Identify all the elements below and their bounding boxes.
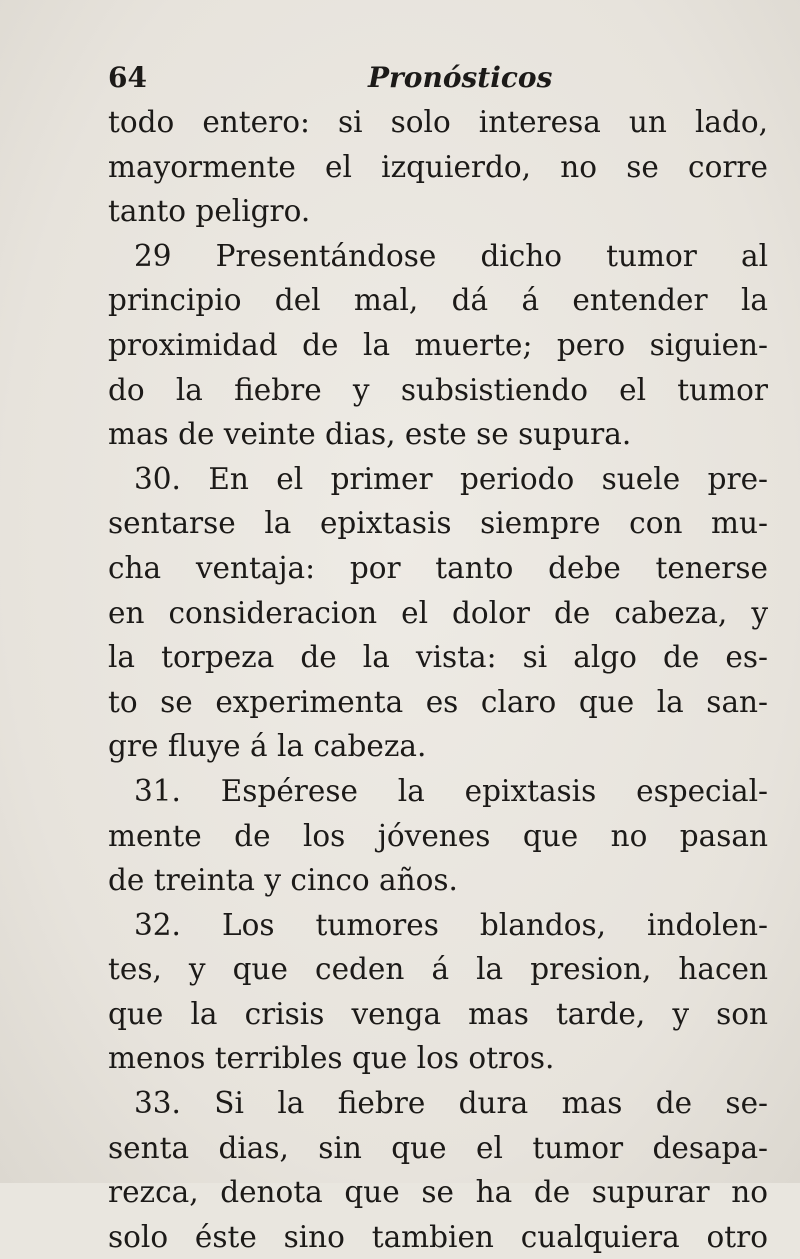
text-line: rezca, denota que se ha de supurar no xyxy=(108,1175,768,1210)
text-line: 32. Los tumores blandos, indolen- xyxy=(134,907,768,942)
text-line: 30. En el primer periodo suele pre- xyxy=(134,461,768,496)
text-line: todo entero: si solo interesa un lado, xyxy=(108,105,768,139)
body-text xyxy=(108,100,768,1259)
text-line: principio del mal, dá á entender la xyxy=(108,283,768,318)
text-line: senta dias, sin que el tumor desapa- xyxy=(108,1130,768,1165)
page-number: 64 xyxy=(108,61,147,94)
page-header xyxy=(108,58,668,98)
text-line: mayormente el izquierdo, no se corre xyxy=(108,149,768,184)
text-line: gre fluye á la cabeza. xyxy=(108,729,427,764)
text-line: que la crisis venga mas tarde, y son xyxy=(108,996,768,1031)
text-line: do la fiebre y subsistiendo el tumor xyxy=(108,372,768,407)
text-line: solo éste sino tambien cualquiera otro xyxy=(108,1219,768,1254)
text-line: menos terribles que los otros. xyxy=(108,1041,555,1076)
text-line: 33. Si la fiebre dura mas de se- xyxy=(134,1086,768,1121)
text-line: 31. Espérese la epixtasis especial- xyxy=(134,773,768,808)
running-title: Pronósticos xyxy=(368,61,553,94)
text-line: 29 Presentándose dicho tumor al xyxy=(134,238,768,273)
text-line: tanto peligro. xyxy=(108,194,311,229)
text-line: de treinta y cinco años. xyxy=(108,863,458,898)
text-line: proximidad de la muerte; pero siguien- xyxy=(108,327,768,362)
text-line: mente de los jóvenes que no pasan xyxy=(108,818,768,853)
text-line: en consideracion el dolor de cabeza, y xyxy=(108,595,768,630)
text-line: sentarse la epixtasis siempre con mu- xyxy=(108,506,768,541)
text-line: la torpeza de la vista: si algo de es- xyxy=(108,640,768,675)
text-line: mas de veinte dias, este se supura. xyxy=(108,417,632,452)
text-line: to se experimenta es claro que la san- xyxy=(108,684,768,719)
text-line: cha ventaja: por tanto debe tenerse xyxy=(108,550,768,585)
text-line: tes, y que ceden á la presion, hacen xyxy=(108,952,768,987)
